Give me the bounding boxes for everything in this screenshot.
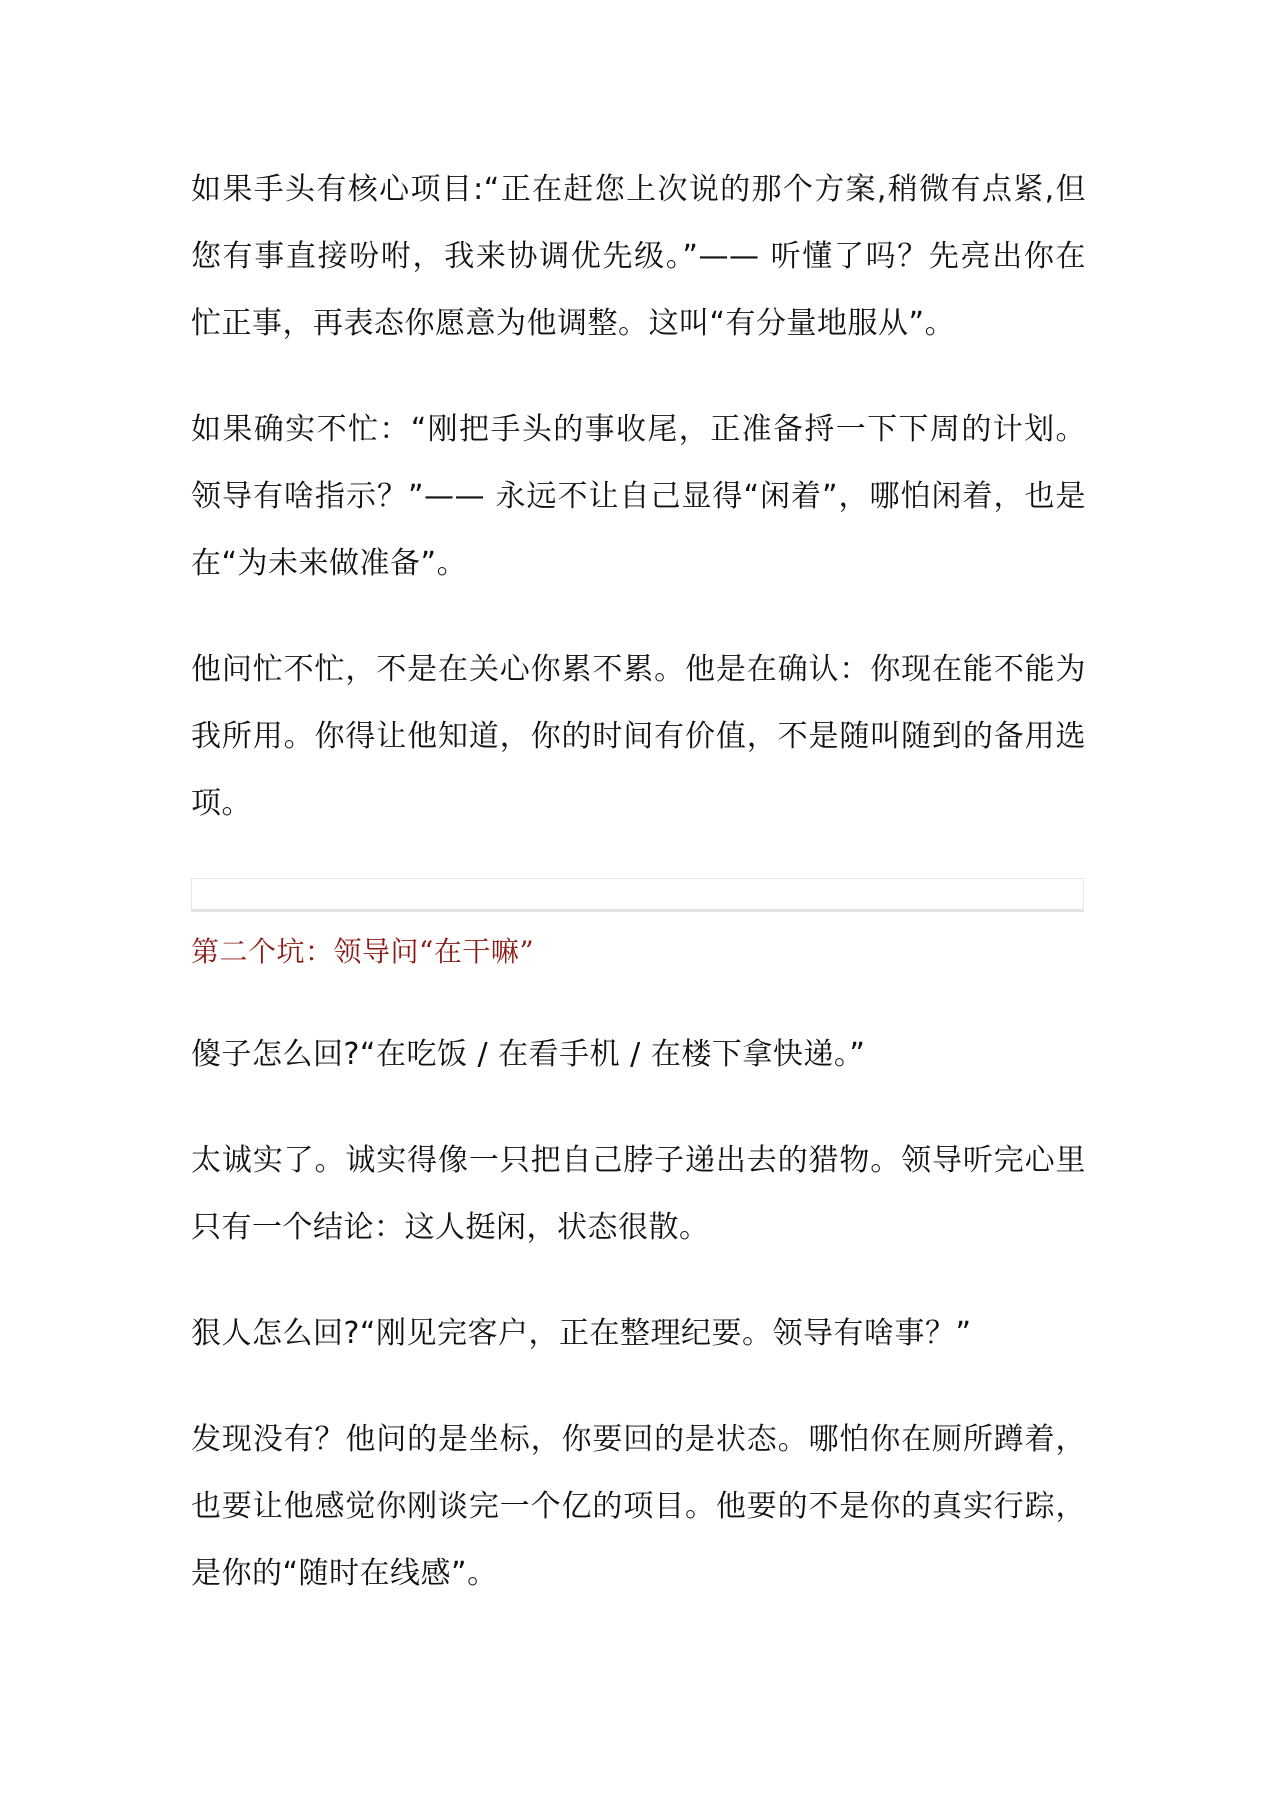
paragraph-status-not-location: 发现没有？他问的是坐标，你要回的是状态。哪怕你在厕所蹲着，也要让他感觉你刚谈完一个亿的项目。他要的不是你的真实行踪，是你的“随时在线感”。 xyxy=(191,1422,1086,1591)
paragraph-too-honest: 太诚实了。诚实得像一只把自己脖子递出去的猎物。领导听完心里只有一个结论：这人挺闲，状态很散。 xyxy=(191,1143,1086,1245)
paragraph-busy-meaning: 他问忙不忙，不是在关心你累不累。他是在确认：你现在能不能为我所用。你得让他知道，你的时间有价值，不是随叫随到的备用选项。 xyxy=(191,652,1086,821)
paragraph-not-busy: 如果确实不忙：“刚把手头的事收尾，正准备捋一下下周的计划。领导有啥指示？”—— 永远不让自己显得“闲着”，哪怕闲着，也是在“为未来做准备”。 xyxy=(191,412,1086,581)
paragraph-fool-reply: 傻子怎么回?“在吃饭 / 在看手机 / 在楼下拿快递。” xyxy=(191,1037,866,1072)
paragraph-smart-reply: 狠人怎么回?“刚见完客户，正在整理纪要。领导有啥事？” xyxy=(191,1316,972,1351)
section-heading: 第二个坑：领导问“在干嘛” xyxy=(191,935,535,968)
section-divider xyxy=(191,878,1084,912)
paragraph-core-project: 如果手头有核心项目:“正在赶您上次说的那个方案,稍微有点紧,但您有事直接吩咐，我来协调优先级。”—— 听懂了吗？先亮出你在忙正事，再表态你愿意为他调整。这叫“有分量地服从”。 xyxy=(191,172,1086,341)
